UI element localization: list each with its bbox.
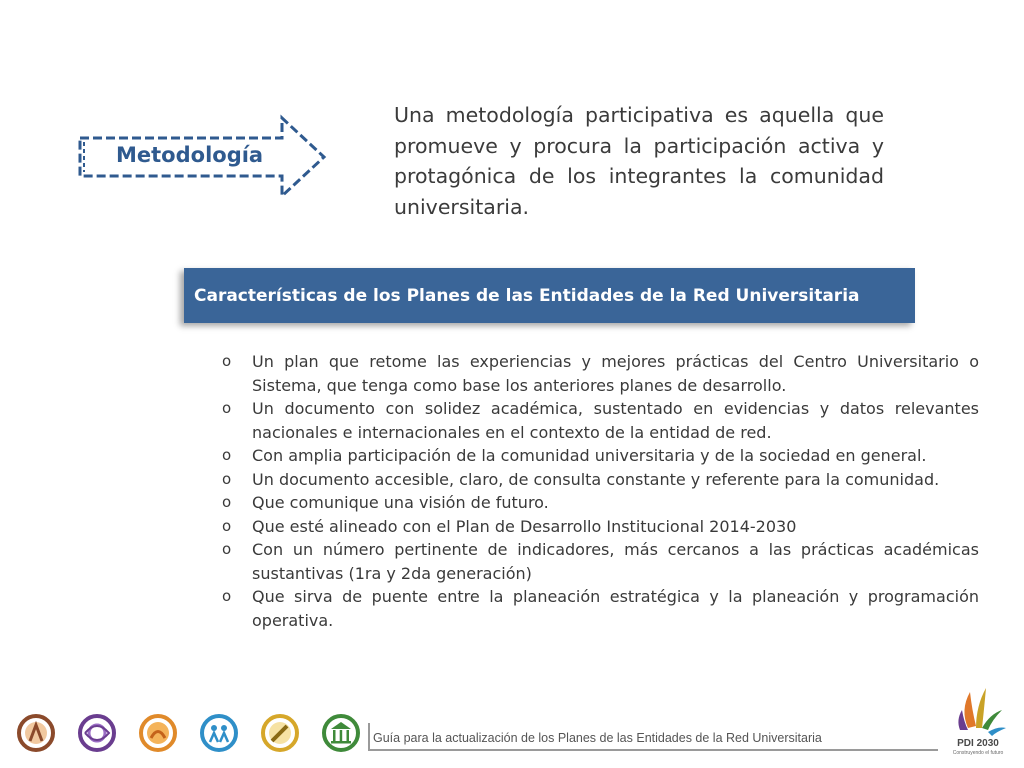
list-item-text: Que sirva de puente entre la planeación estratégica y la planeación y programación operativa. xyxy=(252,587,979,630)
bullet-marker: o xyxy=(222,587,232,605)
bullet-marker: o xyxy=(222,352,232,370)
list-item-text: Que comunique una visión de futuro. xyxy=(252,493,549,512)
methodology-label: Metodología xyxy=(116,143,264,167)
logo-subtitle: Construyendo el futuro xyxy=(952,750,1004,756)
characteristics-list xyxy=(222,350,979,632)
list-item xyxy=(222,444,979,468)
bullet-marker: o xyxy=(222,399,232,417)
list-item-text: Que esté alineado con el Plan de Desarrollo Institucional 2014-2030 xyxy=(252,516,797,536)
figure-icon xyxy=(16,713,56,753)
bullet-marker: o xyxy=(222,469,232,488)
pdi-2030-logo xyxy=(946,680,1010,760)
knot-icon xyxy=(77,713,117,753)
bullet-marker: o xyxy=(222,493,232,511)
list-item xyxy=(222,538,979,585)
bullet-marker: o xyxy=(222,446,232,464)
methodology-description: Una metodología participativa es aquella que promueve y procura la participación activa y protagónica de los integrantes la comunidad universitaria. xyxy=(394,103,884,219)
bullet-marker: o xyxy=(222,516,232,535)
logo-title: PDI 2030 xyxy=(957,738,999,749)
list-item-text: Con un número pertinente de indicadores, más cercanos a las prácticas académicas sustantivas (1ra y 2da generación) xyxy=(252,540,979,583)
footer-icons xyxy=(16,713,361,753)
footer-caption: Guía para la actualización de los Planes de las Entidades de la Red Universitaria xyxy=(373,731,822,745)
characteristics-title: Características de los Planes de las Entidades de la Red Universitaria xyxy=(184,268,915,323)
hand-icon xyxy=(138,713,178,753)
list-item xyxy=(222,468,979,492)
list-item xyxy=(222,350,979,397)
footer-rule xyxy=(368,749,938,751)
footer-divider xyxy=(368,723,370,751)
list-item-text: Un documento accesible, claro, de consulta constante y referente para la comunidad. xyxy=(252,469,940,489)
list-item xyxy=(222,397,979,444)
list-item-text: Un documento con solidez académica, sustentado en evidencias y datos relevantes nacionales e internacionales en el contexto de la entidad de red. xyxy=(252,399,979,442)
people-icon xyxy=(199,713,239,753)
list-item xyxy=(222,585,979,632)
building-icon xyxy=(321,713,361,753)
list-item-text: Un plan que retome las experiencias y mejores prácticas del Centro Universitario o Sistema, que tenga como base los anteriores planes de desarrollo. xyxy=(252,352,979,395)
bullet-marker: o xyxy=(222,540,232,558)
list-item xyxy=(222,515,979,539)
pencil-icon xyxy=(260,713,300,753)
list-item xyxy=(222,491,979,515)
list-item-text: Con amplia participación de la comunidad universitaria y de la sociedad en general. xyxy=(252,446,927,465)
